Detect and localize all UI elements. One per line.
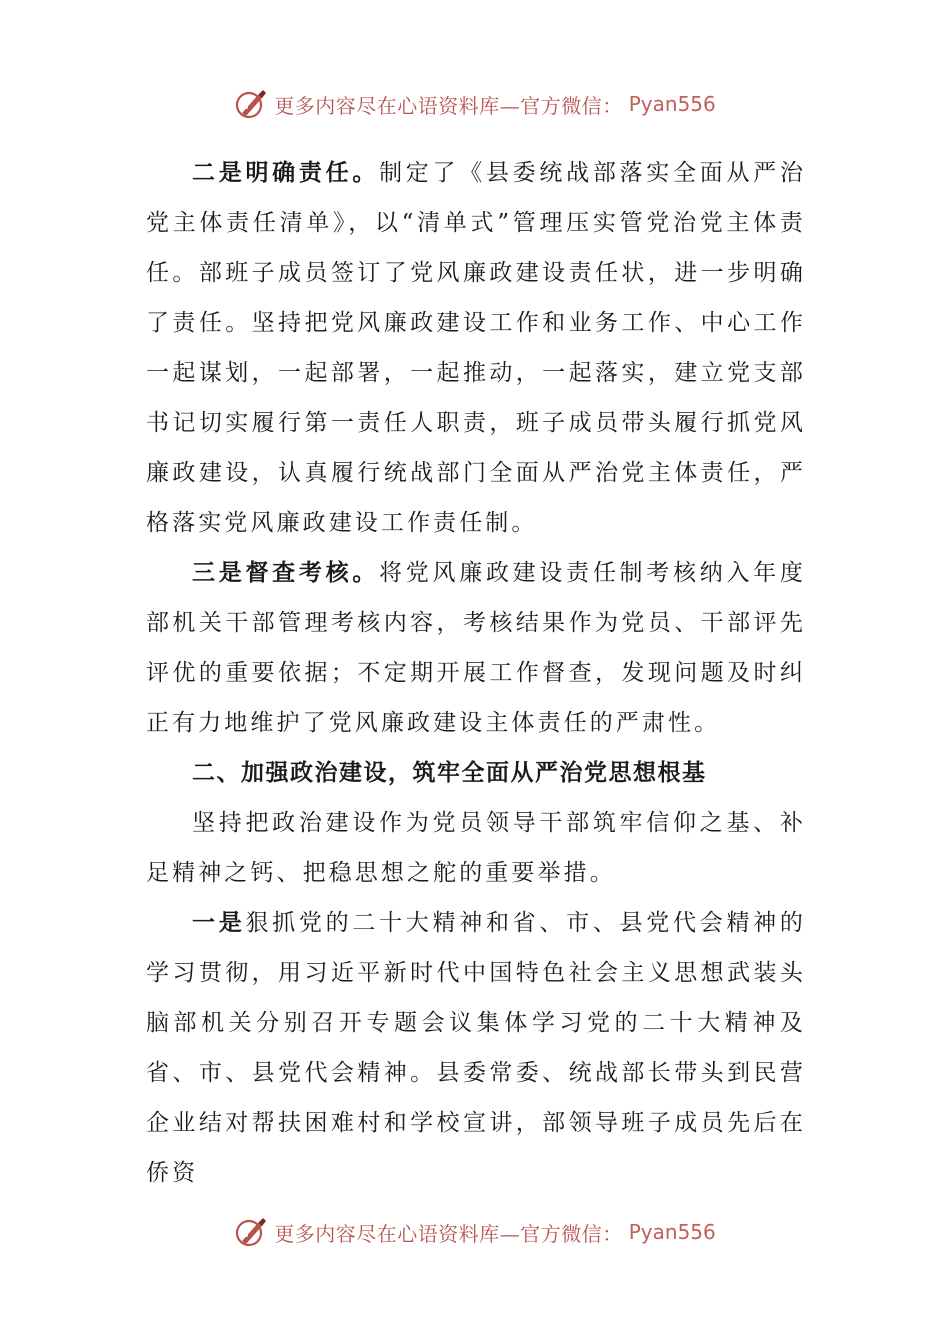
paragraph-text: 将党风廉政建设责任制考核纳入年度部机关干部管理考核内容，考核结果作为党员、干部评先评优的重要依据；不定期开展工作督查，发现问题及时纠正有力地维护了党风廉政建设主体责任的严肃性。 — [146, 560, 806, 736]
pen-circle-logo-icon — [234, 1215, 268, 1249]
document-body — [146, 148, 806, 1198]
paragraph-text: 狠抓党的二十大精神和省、市、县党代会精神的学习贯彻，用习近平新时代中国特色社会主义思想武装头脑部机关分别召开专题会议集体学习党的二十大精神及省、市、县党代会精神。县委常委、统战部长带头到民营企业结对帮扶困难村和学校宣讲，部领导班子成员先后在侨资 — [146, 910, 806, 1186]
paragraph-lead: 二是明确责任。 — [192, 159, 380, 186]
intro-paragraph: 坚持把政治建设作为党员领导干部筑牢信仰之基、补足精神之钙、把稳思想之舵的重要举措。 — [146, 810, 806, 886]
pen-circle-logo-icon — [234, 87, 268, 121]
wechat-id: Pyan556 — [628, 1220, 716, 1244]
section-heading: 二、加强政治建设，筑牢全面从严治党思想根基 — [192, 759, 707, 786]
footer-banner — [0, 1212, 950, 1252]
paragraph-lead: 一是 — [192, 909, 246, 936]
paragraph-text: 制定了《县委统战部落实全面从严治党主体责任清单》，以“清单式”管理压实管党治党主体责任。部班子成员签订了党风廉政建设责任状，进一步明确了责任。坚持把党风廉政建设工作和业务工作、中心工作一起谋划，一起部署，一起推动，一起落实，建立党支部书记切实履行第一责任人职责，班子成员带头履行抓党风廉政建设，认真履行统战部门全面从严治党主体责任，严格落实党风廉政建设工作责任制。 — [146, 160, 806, 536]
header-banner — [0, 84, 950, 124]
paragraph-lead: 三是督查考核。 — [192, 559, 380, 586]
banner-text: 更多内容尽在心语资料库—官方微信： — [274, 93, 623, 118]
wechat-id: Pyan556 — [628, 92, 716, 116]
paragraph-study — [146, 898, 806, 1198]
paragraph-responsibility — [146, 148, 806, 548]
banner-text: 更多内容尽在心语资料库—官方微信： — [274, 1221, 623, 1246]
paragraph-supervision — [146, 548, 806, 748]
